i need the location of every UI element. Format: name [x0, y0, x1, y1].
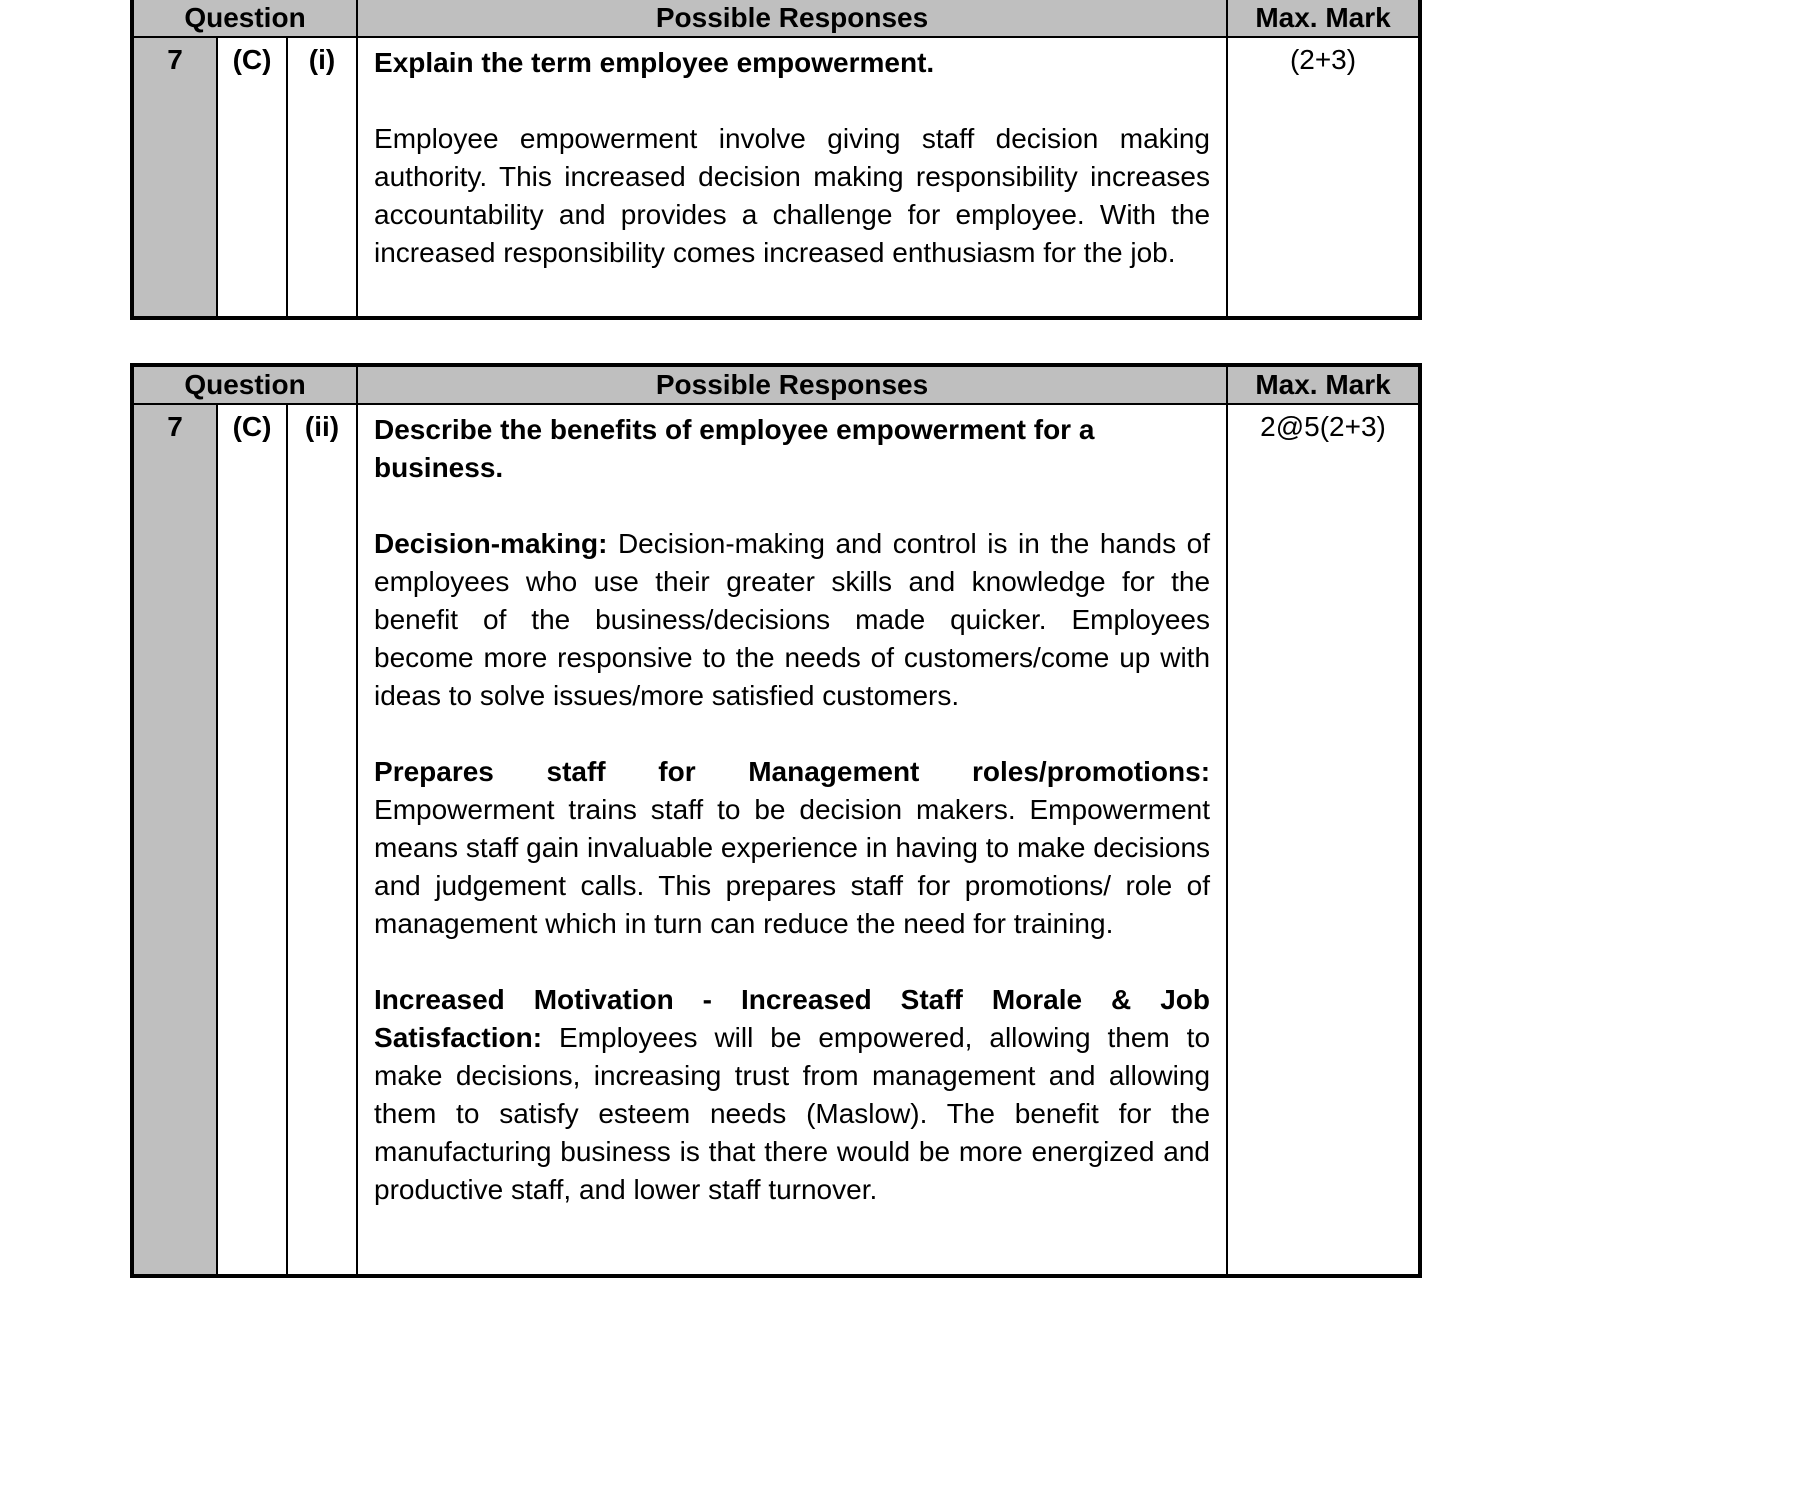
answer-row [132, 37, 1420, 318]
possible-responses-header: Possible Responses [357, 365, 1227, 404]
question-header: Question [132, 365, 357, 404]
response-body: Employee empowerment involve giving staff decision making authority. This increased decision making responsibility increases accountability and provides a challenge for employee. With the increased responsibility comes increased enthusiasm for the job. [374, 123, 1211, 268]
question-subpart-cell: (ii) [287, 404, 357, 1276]
possible-responses-header: Possible Responses [357, 0, 1227, 37]
response-paragraph-decision-making [374, 525, 1210, 715]
marking-table-q7ci [130, 0, 1422, 320]
max-mark-header: Max. Mark [1227, 0, 1420, 37]
response-title: Explain the term employee empowerment. [374, 47, 935, 78]
paragraph-lead: Increased Motivation - Increased Staff Morale & Job Satisfaction: [374, 984, 1211, 1053]
paragraph-lead: Decision-making: [374, 528, 608, 559]
response-paragraph-increased-motivation [374, 981, 1210, 1209]
possible-responses-cell [357, 404, 1227, 1276]
answer-row [132, 404, 1420, 1276]
table-header-row [132, 0, 1420, 37]
question-part-cell: (C) [217, 37, 287, 318]
max-mark-cell: (2+3) [1227, 37, 1420, 318]
question-number-cell: 7 [132, 404, 217, 1276]
question-part-cell: (C) [217, 404, 287, 1276]
paragraph-text: Decision-making and control is in the hands of employees who use their greater skills and knowledge for the benefit of the business/decisions made quicker. Employees become more responsive to the needs of customers/come up with ideas to solve issues/more satisfied customers. [374, 528, 1211, 711]
paragraph-text: Empowerment trains staff to be decision makers. Empowerment means staff gain invaluable experience in having to make decisions and judgement calls. This prepares staff for promotions/ role of management which in turn can reduce the need for training. [374, 794, 1211, 939]
question-subpart-cell: (i) [287, 37, 357, 318]
paragraph-lead: Prepares staff for Management roles/promotions: [374, 756, 1211, 787]
table-header-row [132, 365, 1420, 404]
question-number-cell: 7 [132, 37, 217, 318]
response-paragraph-prepares-staff [374, 753, 1210, 943]
question-header: Question [132, 0, 357, 37]
response-title: Describe the benefits of employee empowerment for a business. [374, 414, 1095, 483]
paragraph-text: Employees will be empowered, allowing them to make decisions, increasing trust from management and allowing them to satisfy esteem needs (Maslow). The benefit for the manufacturing business is that there would be more energized and productive staff, and lower staff turnover. [374, 1022, 1211, 1205]
marking-table-q7cii [130, 363, 1422, 1278]
possible-responses-cell [357, 37, 1227, 318]
max-mark-header: Max. Mark [1227, 365, 1420, 404]
max-mark-cell: 2@5(2+3) [1227, 404, 1420, 1276]
